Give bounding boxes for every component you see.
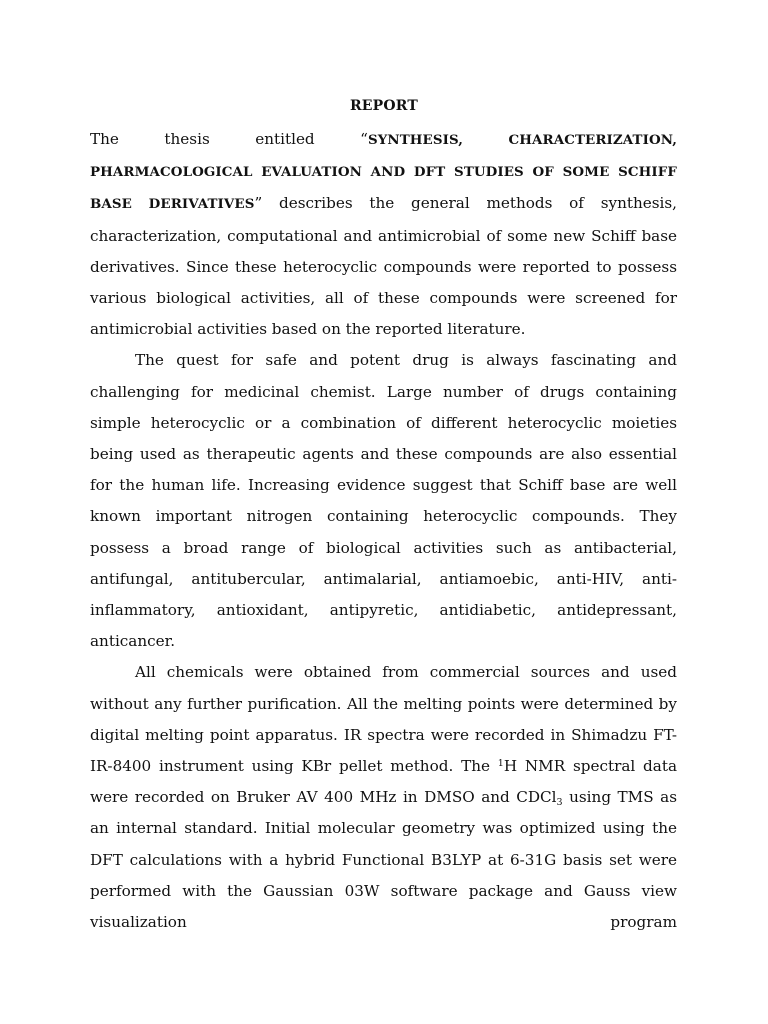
para3-part2: H NMR spectral data were recorded on Bruker AV 400 MHz in DMSO and CDCl	[90, 757, 677, 807]
report-heading: REPORT	[349, 98, 419, 114]
subscript-3: 3	[556, 797, 563, 809]
superscript-1: 1	[497, 758, 504, 770]
para3-part1: All chemicals were obtained from commercial sources and used without any further purification. All the melting points were determined by digital melting point apparatus. IR spectra were recorded in Shimadzu FT-IR-8400 instrument using KBr pellet method. The	[90, 663, 677, 776]
paragraph-thesis-intro	[90, 124, 677, 345]
paragraph-drug-quest: The quest for safe and potent drug is always fascinating and challenging for medicinal chemist. Large number of drugs containing simple heterocyclic or a combination of different heterocyclic moieties being used as therapeutic agents and these compounds are also essential for the human life. Increasing evidence suggest that Schiff base are well known important nitrogen containing heterocyclic compounds. They possess a broad range of biological activities such as antibacterial, antifungal, antitubercular, antimalarial, antiamoebic, anti-HIV, anti-inflammatory, antioxidant, antipyretic, antidiabetic, antidepressant, anticancer.	[90, 351, 677, 651]
para1-rest: ” describes the general methods of synthesis, characterization, computational and antimicrobial of some new Schiff base derivatives. Since these heterocyclic compounds were reported to possess various biological activities, all of these compounds were screened for antimicrobial activities based on the reported literature.	[90, 194, 677, 339]
paragraph-methods	[90, 657, 677, 938]
report-body	[90, 124, 677, 938]
para3-part3: using TMS as an internal standard. Initial molecular geometry was optimized using the DFT calculations with a hybrid Functional B3LYP at 6-31G basis set were performed with the Gaussian 03W software package and Gauss view visualization program	[90, 788, 677, 932]
thesis-title: SYNTHESIS, CHARACTERIZATION, PHARMACOLOGICAL EVALUATION AND DFT STUDIES OF SOME SCHIFF BASE DERIVATIVES	[90, 132, 677, 213]
para1-lead: The thesis entitled “	[90, 130, 368, 148]
